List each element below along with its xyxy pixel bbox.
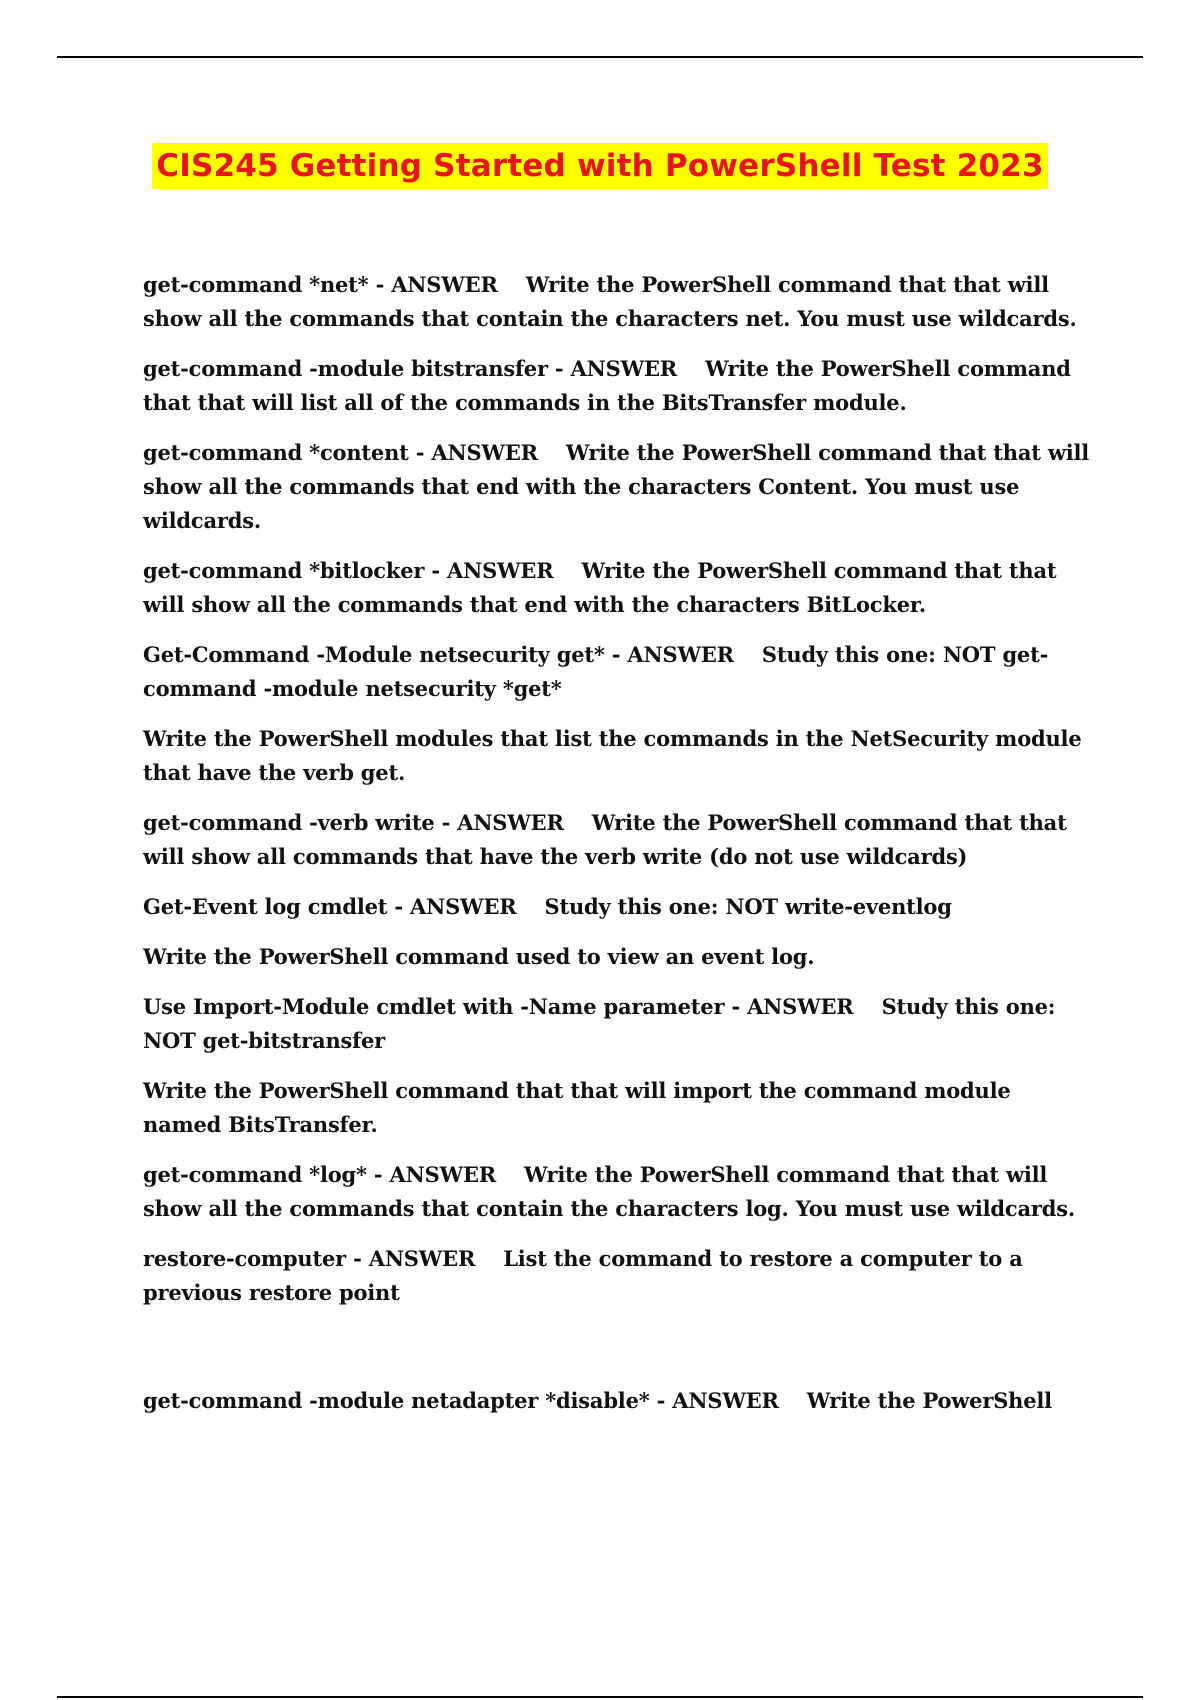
qa-question: get-command *content - ANSWER xyxy=(143,440,538,465)
qa-question: get-command -verb write - ANSWER xyxy=(143,810,564,835)
qa-item-continuation xyxy=(143,1074,1093,1142)
qa-question: get-command -module bitstransfer - ANSWER xyxy=(143,356,678,381)
title-container xyxy=(0,143,1200,189)
qa-item xyxy=(143,1242,1093,1310)
bottom-rule xyxy=(57,1696,1143,1698)
qa-answer: Write the PowerShell command that that will show all commands that have the verb write (do not use wildcards) xyxy=(143,810,1067,869)
qa-item xyxy=(143,554,1093,622)
qa-answer: Study this one: NOT get-command -module netsecurity *get* xyxy=(143,642,1049,701)
qa-question: get-command -module netadapter *disable* - ANSWER xyxy=(143,1388,779,1413)
qa-question: get-command *net* - ANSWER xyxy=(143,272,498,297)
qa-answer: List the command to restore a computer to a previous restore point xyxy=(143,1246,1023,1305)
qa-item xyxy=(143,1384,1093,1418)
document-title: CIS245 Getting Started with PowerShell Test 2023 xyxy=(152,143,1047,189)
qa-item xyxy=(143,890,1093,924)
qa-item xyxy=(143,638,1093,706)
qa-item xyxy=(143,436,1093,538)
qa-answer: Study this one: NOT get-bitstransfer xyxy=(143,994,1056,1053)
top-rule xyxy=(57,56,1143,58)
qa-item-continuation xyxy=(143,940,1093,974)
qa-answer: Study this one: NOT write-eventlog xyxy=(544,894,952,919)
qa-answer: Write the PowerShell command that that will list all of the commands in the BitsTransfer module. xyxy=(143,356,1071,415)
qa-answer: Write the PowerShell command that that will import the command module named BitsTransfer. xyxy=(143,1078,1011,1137)
qa-answer: Write the PowerShell command that that will show all the commands that contain the characters log. You must use wildcards. xyxy=(143,1162,1075,1221)
qa-item xyxy=(143,806,1093,874)
qa-answer: Write the PowerShell xyxy=(806,1388,1052,1413)
qa-question: restore-computer - ANSWER xyxy=(143,1246,476,1271)
qa-question: get-command *bitlocker - ANSWER xyxy=(143,558,554,583)
qa-item xyxy=(143,990,1093,1058)
qa-item xyxy=(143,352,1093,420)
qa-answer: Write the PowerShell command that that will show all the commands that end with the characters BitLocker. xyxy=(143,558,1057,617)
qa-question: get-command *log* - ANSWER xyxy=(143,1162,497,1187)
qa-answer: Write the PowerShell modules that list the commands in the NetSecurity module that have the verb get. xyxy=(143,726,1082,785)
qa-question: Use Import-Module cmdlet with -Name parameter - ANSWER xyxy=(143,994,854,1019)
qa-question: Get-Command -Module netsecurity get* - ANSWER xyxy=(143,642,734,667)
qa-list xyxy=(143,268,1093,1418)
qa-answer: Write the PowerShell command used to view an event log. xyxy=(143,944,815,969)
qa-answer: Write the PowerShell command that that will show all the commands that end with the characters Content. You must use wildcards. xyxy=(143,440,1090,533)
qa-item xyxy=(143,268,1093,336)
qa-item xyxy=(143,1158,1093,1226)
qa-item-continuation xyxy=(143,722,1093,790)
qa-answer: Write the PowerShell command that that will show all the commands that contain the characters net. You must use wildcards. xyxy=(143,272,1077,331)
qa-question: Get-Event log cmdlet - ANSWER xyxy=(143,894,517,919)
